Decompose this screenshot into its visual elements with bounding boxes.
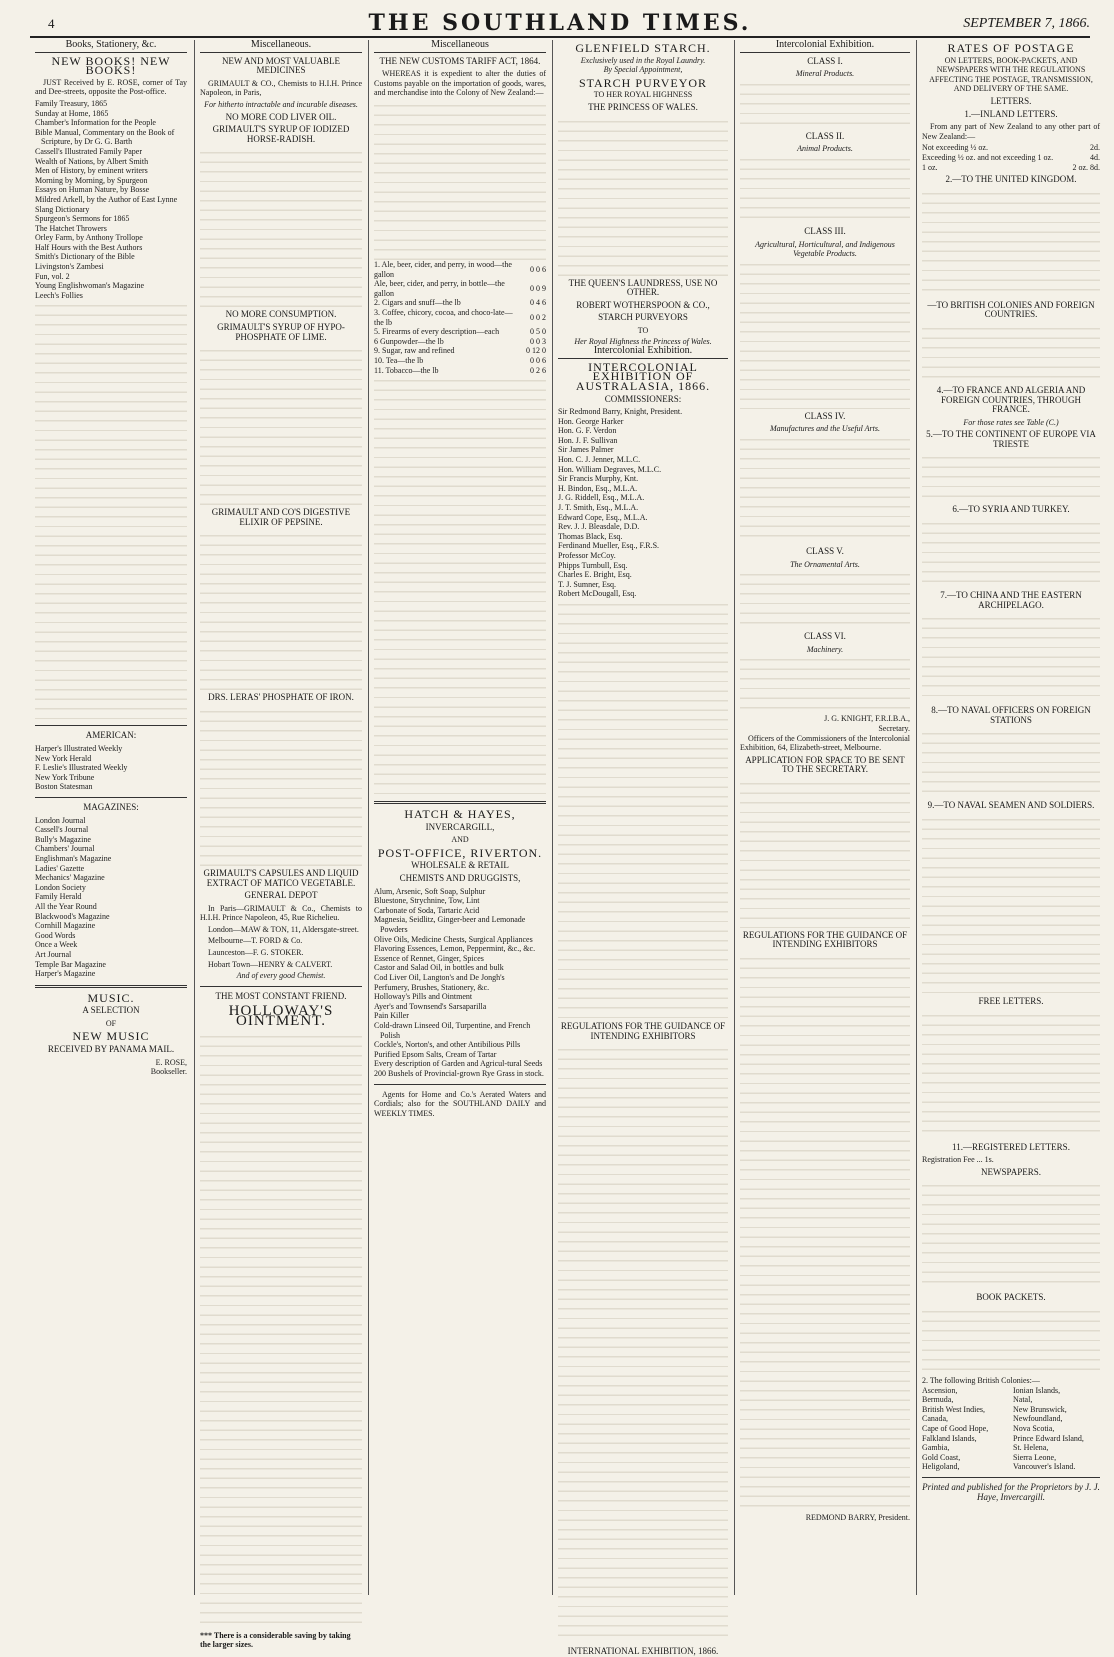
tariff-row: 5. Firearms of every description—each 0 5 0 [374, 327, 546, 337]
colony-item: Ascension, [922, 1385, 958, 1395]
magazine-item: All the Year Round [35, 901, 97, 911]
body-text-block [200, 345, 362, 505]
agent-line: London—MAW & TON, 11, Aldersgate-street. [208, 924, 359, 934]
subhead: GRIMAULT'S SYRUP OF IODIZED HORSE-RADISH. [212, 124, 350, 144]
hatch-item: Holloway's Pills and Ointment [374, 992, 473, 1002]
newspapers-head: NEWSPAPERS. [981, 1166, 1041, 1177]
ad-line: Exclusively used in the Royal Laundry. [580, 55, 706, 65]
column-exhibition [734, 40, 915, 1595]
body-text-block [922, 1010, 1100, 1140]
book-item: Spurgeon's Sermons for 1865 [35, 214, 130, 224]
regs-head: REGULATIONS FOR THE GUIDANCE OF INTENDING EXHIBITORS [742, 929, 908, 950]
book-item: Cassell's Illustrated Family Paper [35, 146, 142, 156]
colony-item: British West Indies, [922, 1404, 985, 1414]
commissioner-item: Thomas Black, Esq. [558, 531, 623, 541]
magazines-list [35, 816, 187, 979]
book-item: Sunday at Home, 1865 [35, 108, 109, 118]
colony-item: Cape of Good Hope, [922, 1423, 989, 1433]
american-item: New York Herald [35, 753, 92, 763]
colonies-list-a [922, 1386, 1009, 1472]
class-head: CLASS VI. [804, 631, 846, 642]
china-head: 7.—TO CHINA AND THE EASTERN ARCHIPELAGO. [940, 590, 1082, 610]
issue-date: SEPTEMBER 7, 1866. [963, 16, 1090, 31]
body-text-block [922, 452, 1100, 502]
commissioner-item: Hon. J. F. Sullivan [558, 435, 618, 445]
commissioner-item: Sir Redmond Barry, Knight, President. [558, 407, 683, 417]
subhead: GRIMAULT AND CO'S DIGESTIVE ELIXIR OF PEPSINE. [211, 507, 351, 527]
regs-head: REGULATIONS FOR THE GUIDANCE OF INTENDING EXHIBITORS [560, 1020, 726, 1041]
seamen-head: 9.—TO NAVAL SEAMEN AND SOLDIERS. [927, 800, 1095, 811]
commissioner-item: Phipps Turnbull, Esq. [558, 560, 628, 570]
colony-item: Ionian Islands, [1013, 1385, 1061, 1395]
hatch-item: Pain Killer [374, 1011, 409, 1021]
ad-title: GLENFIELD STARCH. [575, 41, 711, 55]
section-head: Miscellaneous [374, 40, 546, 53]
magazine-item: Englishman's Magazine [35, 853, 112, 863]
magazine-item: Chambers' Journal [35, 844, 95, 854]
magazine-item: Blackwood's Magazine [35, 911, 110, 921]
body-text-block [200, 1031, 362, 1631]
music-line: E. ROSE, [155, 1057, 187, 1067]
magazine-item: London Journal [35, 815, 86, 825]
subhead: DRS. LERAS' PHOSPHATE OF IRON. [208, 692, 354, 703]
colony-item: Canada, [922, 1414, 948, 1424]
colony-item: Vancouver's Island. [1013, 1462, 1076, 1472]
music-line: Bookseller. [150, 1067, 187, 1077]
offices-line: Officers of the Commissioners of the Intercolonial Exhibition, 64, Elizabeth-street, Melbourne. [740, 733, 910, 753]
colony-item: Heligoland, [922, 1462, 960, 1472]
colony-item: Bermuda, [922, 1395, 954, 1405]
class-title: Manufactures and the Useful Arts. [770, 424, 880, 434]
commissioners-list [558, 407, 728, 599]
american-head: AMERICAN: [85, 730, 137, 741]
body-text-block [922, 323, 1100, 383]
body-text-block [740, 434, 910, 544]
letters-head: LETTERS. [990, 95, 1032, 106]
body-text-block [922, 814, 1100, 994]
body-text-block [922, 1306, 1100, 1376]
body-text-block [740, 154, 910, 224]
tariff-row: 2. Cigars and snuff—the lb 0 4 6 [374, 298, 546, 308]
ad-intro: GRIMAULT & CO., Chemists to H.I.H. Prince Napoleon, in Paris, [200, 78, 362, 98]
subhead: GRIMAULT'S CAPSULES AND LIQUID EXTRACT OF MATICO VEGETABLE. [203, 867, 359, 888]
reg-head: 11.—REGISTERED LETTERS. [952, 1141, 1070, 1152]
colony-item: Gambia, [922, 1443, 950, 1453]
subhead: NO MORE CONSUMPTION. [225, 309, 337, 320]
rate-row: 1 oz. 2 oz. 8d. [922, 162, 1100, 172]
body-text-block [740, 953, 910, 1513]
colonies-head: 2. The following British Colonies:— [922, 1376, 1040, 1385]
magazine-item: Temple Bar Magazine [35, 959, 106, 969]
class-head: CLASS I. [807, 55, 843, 66]
body-text-block [558, 116, 728, 276]
tariff-row: 11. Tobacco—the lb 0 2 6 [374, 365, 546, 375]
book-item: Leech's Follies [35, 290, 83, 300]
class-title: Machinery. [806, 644, 844, 654]
commissioners-head: COMMISSIONERS: [604, 393, 682, 404]
hatch-item: Purified Epsom Salts, Cream of Tartar [374, 1049, 497, 1059]
book-item: Half Hours with the Best Authors [35, 242, 143, 252]
free-head: FREE LETTERS. [978, 996, 1044, 1007]
hatch-line: INVERCARGILL, [425, 821, 495, 832]
hatch-item: Essence of Rennet, Ginger, Spices [374, 953, 484, 963]
commissioner-item: Hon. C. J. Jenner, M.L.C. [558, 455, 641, 465]
commissioner-item: Edward Cope, Esq., M.L.A. [558, 512, 648, 522]
commissioner-item: H. Bindon, Esq., M.L.A. [558, 483, 638, 493]
class-title: Mineral Products. [795, 69, 855, 79]
body-text-block [740, 259, 910, 409]
body-text-block [922, 728, 1100, 798]
book-item: Family Treasury, 1865 [35, 98, 108, 108]
magazine-item: Art Journal [35, 949, 72, 959]
colony-item: Nova Scotia, [1013, 1423, 1055, 1433]
masthead [30, 10, 1090, 38]
american-item: New York Tribune [35, 772, 95, 782]
agents-head: GENERAL DEPOT [244, 890, 318, 901]
book-item: Young Englishwoman's Magazine [35, 281, 145, 291]
section-head: Miscellaneous. [200, 40, 362, 53]
body-text-block [374, 100, 546, 260]
body-text-block [922, 518, 1100, 588]
book-item: The Hatchet Throwers [35, 223, 107, 233]
hatch-item: Cold-drawn Linseed Oil, Turpentine, and French Polish [374, 1020, 531, 1040]
ad-intro: JUST Received by E. ROSE, corner of Tay and Dee-streets, opposite the Post-office. [35, 77, 187, 97]
uk-head: 2.—TO THE UNITED KINGDOM. [945, 174, 1077, 185]
book-item: Fun, vol. 2 [35, 271, 70, 281]
colony-item: Sierra Leone, [1013, 1452, 1057, 1462]
commissioner-item: Robert McDougall, Esq. [558, 589, 637, 599]
continent-head: 5.—TO THE CONTINENT OF EUROPE VIA TRIESTE [926, 429, 1096, 449]
secretary-title: Secretary. [878, 723, 910, 733]
hatch-line: POST-OFFICE, RIVERTON. [377, 845, 543, 860]
british-head: —TO BRITISH COLONIES AND FOREIGN COUNTRIES. [927, 299, 1095, 320]
hatch-item: Alum, Arsenic, Soft Soap, Sulphur [374, 886, 486, 896]
book-item: Bible Manual, Commentary on the Book of Scripture, by Dr G. G. Barth [35, 127, 175, 147]
book-item: Morning by Morning, by Spurgeon [35, 175, 148, 185]
france-head: 4.—TO FRANCE AND ALGERIA AND FOREIGN COUNTRIES, THROUGH FRANCE. [936, 384, 1086, 415]
section-head: Books, Stationery, &c. [35, 40, 187, 53]
commissioner-item: Ferdinand Mueller, Esq., F.R.S. [558, 541, 660, 551]
ad-line: STARCH PURVEYOR [578, 75, 708, 90]
magazine-item: London Society [35, 882, 86, 892]
body-text-block [374, 375, 546, 795]
hatch-line: AND [451, 835, 469, 845]
hatch-list [374, 887, 546, 1079]
book-item: Orley Farm, by Anthony Trollope [35, 233, 143, 243]
queen-line: THE QUEEN'S LAUNDRESS, USE NO OTHER. [568, 277, 718, 298]
subhead: NO MORE COD LIVER OIL. [225, 111, 337, 122]
magazine-item: Family Herald [35, 892, 82, 902]
hatch-item: Flavoring Essences, Lemon, Peppermint, &c., &c. [374, 944, 536, 954]
body-text-block [740, 569, 910, 629]
magazine-item: Bully's Magazine [35, 834, 91, 844]
class-title: The Ornamental Arts. [790, 559, 860, 569]
agent-line: In Paris—GRIMAULT & Co., Chemists to H.I.H. Prince Napoleon, 45, Rue Richelieu. [200, 903, 362, 923]
wotherspoon: STARCH PURVEYORS [598, 312, 688, 323]
tariff-row: 6 Gunpowder—the lb 0 0 3 [374, 336, 546, 346]
postage-subtitle: ON LETTERS, BOOK-PACKETS, AND NEWSPAPERS WITH THE REGULATIONS AFFECTING THE POSTAGE, TRANSMISSION, AND DELIVERY OF THE SAME. [929, 55, 1093, 94]
hatch-item: Every description of Garden and Agricul-tural Seeds [374, 1059, 543, 1069]
colony-item: Newfoundland, [1013, 1414, 1063, 1424]
column-medicines [194, 39, 367, 1650]
music-line: A SELECTION [82, 1005, 140, 1016]
tariff-row: Ale, beer, cider, and perry, in bottle—the gallon 0 0 9 [374, 279, 546, 298]
hatch-line: WHOLESALE & RETAIL [411, 860, 509, 871]
ad-title: NEW AND MOST VALUABLE MEDICINES [221, 55, 341, 76]
class-title: Agricultural, Horticultural, and Indigenous Vegetable Products. [755, 239, 895, 259]
syria-head: 6.—TO SYRIA AND TURKEY. [952, 504, 1070, 515]
hatch-item: Ayer's and Townsend's Sarsaparilla [374, 1001, 487, 1011]
colony-item: New Brunswick, [1013, 1404, 1067, 1414]
commissioner-item: Hon. William Degraves, M.L.C. [558, 464, 662, 474]
commissioner-item: Hon. G. F. Verdon [558, 426, 617, 436]
secretary-name: J. G. KNIGHT, F.R.I.B.A., [824, 714, 910, 724]
class-head: CLASS IV. [804, 410, 846, 421]
body-text-block [922, 188, 1100, 298]
subhead: GRIMAULT'S SYRUP OF HYPO-PHOSPHATE OF LIME. [217, 321, 345, 342]
american-list [35, 744, 187, 792]
hatch-item: Olive Oils, Medicine Chests, Surgical Appliances [374, 934, 533, 944]
rate-row: Not exceeding ½ oz. 2d. [922, 143, 1100, 153]
hatch-line: CHEMISTS AND DRUGGISTS, [399, 873, 521, 884]
tariff-row: 3. Coffee, chicory, cocoa, and choco-late—the lb 0 0 2 [374, 307, 546, 327]
music-line: OF [105, 1018, 117, 1028]
body-text-block [200, 530, 362, 690]
magazine-item: Cornhill Magazine [35, 921, 96, 931]
commissioner-item: Charles E. Bright, Esq. [558, 570, 632, 580]
class-head: CLASS II. [805, 130, 845, 141]
hatch-item: Cockle's, Norton's, and other Antibilious Pills [374, 1040, 521, 1050]
inland-rates [922, 143, 1100, 172]
magazine-item: Harper's Magazine [35, 969, 96, 979]
tariff-row: 1. Ale, beer, cider, and perry, in wood—the gallon 0 0 6 [374, 259, 546, 279]
newspaper-title: THE SOUTHLAND TIMES. [368, 10, 752, 36]
magazine-item: Cassell's Journal [35, 825, 89, 835]
inland-head: 1.—INLAND LETTERS. [964, 108, 1058, 119]
holloway-title: HOLLOWAY'S OINTMENT. [228, 1003, 334, 1030]
body-text-block [740, 654, 910, 714]
inter-note: INTERNATIONAL EXHIBITION, 1866. [567, 1646, 719, 1657]
inter-title: INTERCOLONIAL EXHIBITION OF AUSTRALASIA, 1866. [575, 359, 711, 393]
column-tariff [368, 40, 551, 1595]
tariff-row: 10. Tea—the lb 0 0 6 [374, 355, 546, 365]
ad-line: THE PRINCESS OF WALES. [588, 101, 698, 112]
colonies-list-b [1013, 1386, 1100, 1472]
commissioner-item: J. G. Riddell, Esq., M.L.A. [558, 493, 645, 503]
agent-line: Launceston—F. G. STOKER. [208, 948, 304, 958]
france-text: For those rates see Table (C.) [963, 417, 1059, 427]
agent-line: And of every good Chemist. [236, 971, 326, 981]
application-head: APPLICATION FOR SPACE TO BE SENT TO THE SECRETARY. [745, 754, 905, 775]
ad-intro-2: For hitherto intractable and incurable diseases. [204, 99, 358, 109]
colony-item: St. Helena, [1013, 1443, 1049, 1453]
colony-item: Gold Coast, [922, 1452, 961, 1462]
commissioner-item: Sir Francis Murphy, Knt. [558, 474, 639, 484]
colony-item: Falkland Islands, [922, 1433, 977, 1443]
agent-line: Hobart Town—HENRY & CALVERT. [208, 959, 333, 969]
commissioner-item: Professor McCoy. [558, 551, 616, 560]
hatch-item: Castor and Salad Oil, in bottles and bulk [374, 963, 504, 973]
reg-fee: Registration Fee ... 1s. [922, 1155, 994, 1165]
book-item: Chamber's Information for the People [35, 118, 156, 128]
book-item: Wealth of Nations, by Albert Smith [35, 156, 149, 166]
book-item: Livingston's Zambesi [35, 262, 104, 272]
music-line: NEW MUSIC [72, 1029, 150, 1044]
commissioner-item: T. J. Sumner, Esq. [558, 579, 616, 589]
book-item: Essays on Human Nature, by Bosse [35, 185, 150, 195]
book-head: BOOK PACKETS. [976, 1292, 1046, 1303]
printer-footer: Printed and published for the Proprietors by J. J. Haye, Invercargill. [922, 1481, 1100, 1502]
body-text-block [558, 599, 728, 1019]
hatch-title: HATCH & HAYES, [404, 807, 516, 822]
american-item: F. Leslie's Illustrated Weekly [35, 763, 128, 773]
commissioner-item: Sir James Palmer [558, 445, 614, 455]
postage-title: RATES OF POSTAGE [947, 41, 1075, 55]
body-text-block [35, 300, 187, 720]
hatch-item: Cod Liver Oil, Langton's and De Jongh's [374, 973, 505, 982]
ad-title: THE NEW CUSTOMS TARIFF ACT, 1864. [379, 55, 541, 66]
magazine-item: Once a Week [35, 940, 78, 950]
column-books [30, 40, 192, 1595]
class-title: Animal Products. [797, 144, 853, 154]
music-line: RECEIVED BY PANAMA MAIL. [47, 1044, 175, 1055]
hatch-item: Carbonate of Soda, Tartaric Acid [374, 905, 480, 915]
ad-line: TO HER ROYAL HIGHNESS [593, 90, 693, 100]
book-item: Mildred Arkell, by the Author of East Lynne [35, 194, 178, 204]
column-postage [916, 40, 1105, 1595]
body-text-block [922, 1180, 1100, 1290]
body-text-block [740, 79, 910, 129]
class-head: CLASS V. [806, 545, 844, 556]
commissioner-item: Rev. J. J. Bleasdale, D.D. [558, 522, 640, 532]
agents-note: Agents for Home and Co.'s Aerated Waters and Cordials; also for the SOUTHLAND DAILY and WEEKLY TIMES. [374, 1089, 546, 1118]
magazine-item: Mechanics' Magazine [35, 873, 105, 883]
tariff-row: 9. Sugar, raw and refined 0 12 0 [374, 346, 546, 356]
book-item: Smith's Dictionary of the Bible [35, 252, 135, 262]
hatch-item: Magnesia, Seidlitz, Ginger-beer and Lemonade Powders [374, 915, 526, 935]
hatch-item: 200 Bushels of Provincial-grown Rye Grass in stock. [374, 1068, 544, 1078]
commissioner-item: J. T. Smith, Esq., M.L.A. [558, 503, 639, 513]
commissioner-item: Hon. George Harker [558, 416, 624, 426]
american-item: Boston Statesman [35, 782, 93, 792]
american-item: Harper's Illustrated Weekly [35, 744, 123, 754]
hatch-item: Bluestone, Strychnine, Tow, Lint [374, 896, 480, 906]
body-text-block [558, 1044, 728, 1644]
wotherspoon: ROBERT WOTHERSPOON & CO., [576, 299, 710, 310]
book-list [35, 99, 187, 300]
body-text-block [200, 147, 362, 307]
colony-item: Prince Edward Island, [1013, 1433, 1084, 1443]
body-text-block [922, 613, 1100, 703]
book-item: Slang Dictionary [35, 204, 90, 214]
section-head: Intercolonial Exhibition. [558, 346, 728, 359]
magazine-item: Good Words [35, 930, 76, 940]
naval-head: 8.—TO NAVAL OFFICERS ON FOREIGN STATIONS [931, 705, 1091, 725]
class-head: CLASS III. [804, 225, 846, 236]
wotherspoon: TO [637, 325, 649, 335]
book-item: Men of History, by eminent writers [35, 166, 148, 176]
tariff-table [374, 260, 546, 375]
music-head: MUSIC. [87, 990, 135, 1005]
wotherspoon: Her Royal Highness the Princess of Wales. [574, 336, 712, 346]
column-starch [552, 40, 733, 1657]
ad-line: By Special Appointment, [603, 65, 683, 75]
magazines-head: MAGAZINES: [83, 802, 139, 812]
section-head: Intercolonial Exhibition. [740, 40, 910, 53]
inland-text: From any part of New Zealand to any other part of New Zealand:— [922, 122, 1100, 141]
body-text-block [740, 778, 910, 928]
magazine-item: Ladies' Gazette [35, 863, 85, 873]
caution-note: *** There is a considerable saving by taking the larger sizes. [200, 1630, 351, 1650]
hatch-item: Perfumery, Brushes, Stationery, &c. [374, 982, 490, 992]
ad-intro: WHEREAS it is expedient to alter the duties of Customs payable on the importation of goods, wares, and merchandise into the Colony of New Zealand:— [374, 69, 546, 98]
body-text-block [200, 706, 362, 866]
page-number: 4 [48, 16, 55, 31]
agent-line: Melbourne—T. FORD & Co. [208, 936, 303, 946]
ad-title: NEW BOOKS! NEW BOOKS! [51, 53, 171, 78]
rate-row: Exceeding ½ oz. and not exceeding 1 oz. 4d. [922, 152, 1100, 162]
colony-item: Natal, [1013, 1395, 1033, 1405]
signed-line: REDMOND BARRY, President. [805, 1513, 910, 1523]
friend-head: THE MOST CONSTANT FRIEND. [215, 990, 347, 1001]
